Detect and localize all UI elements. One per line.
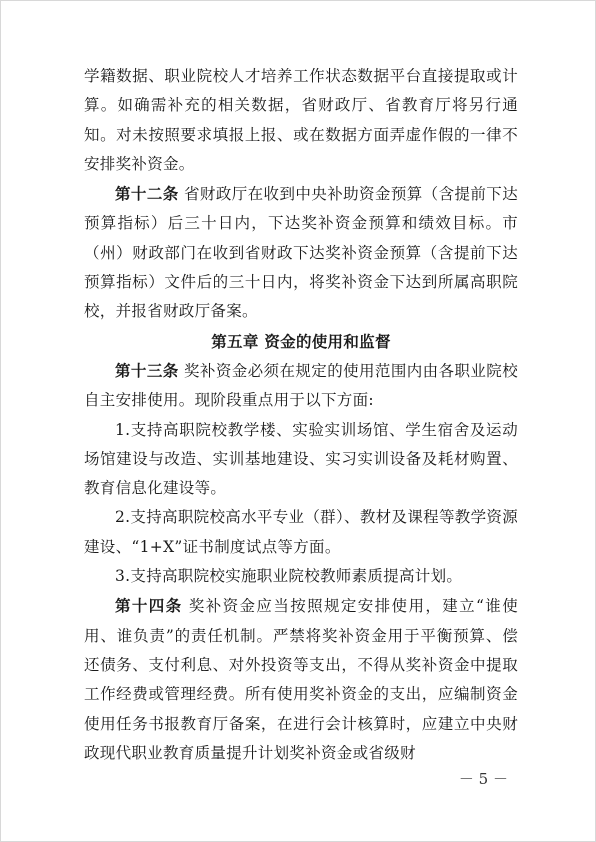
article-13	[84, 356, 518, 416]
article-14-text: 奖补资金应当按照规定安排使用，建立“谁使用、谁负责”的责任机制。严禁将奖补资金用于平衡预算、偿还债务、支付利息、对外投资等支出，不得从奖补资金中提取工作经费或管理经费。所有使用奖补资金的支出，应编制资金使用任务书报教育厅备案，在进行会计核算时，应建立中央财政现代职业教育质量提升计划奖补资金或省级财	[84, 597, 518, 762]
list-item-2: 2.支持高职院校高水平专业（群）、教材及课程等教学资源建设、“1+X”证书制度试点等方面。	[84, 508, 518, 556]
page-number: － 5 －	[458, 770, 508, 788]
article-12-text: 省财政厅在收到中央补助资金预算（含提前下达预算指标）后三十日内，下达奖补资金预算和绩效目标。市（州）财政部门在收到省财政下达奖补资金预算（含提前下达预算指标）文件后的三十日内，将奖补资金下达到所属高职院校，并报省财政厅备案。	[84, 185, 519, 321]
article-13-text: 奖补资金必须在规定的使用范围内由各职业院校自主安排使用。现阶段重点用于以下方面:	[84, 361, 519, 410]
document-body	[84, 62, 518, 768]
article-14-heading: 第十四条	[115, 596, 183, 616]
article-12	[84, 179, 518, 326]
article-13-heading: 第十三条	[115, 360, 179, 380]
list-item-1: 1.支持高职院校教学楼、实验实训场馆、学生宿舍及运动场馆建设与改造、实训基地建设、实习实训设备及耗材购置、教育信息化建设等。	[84, 420, 518, 498]
paragraph-continuation: 学籍数据、职业院校人才培养工作状态数据平台直接提取或计算。如确需补充的相关数据，省财政厅、省教育厅将另行通知。对未按照要求填报上报、或在数据方面弄虚作假的一律不安排奖补资金。	[84, 67, 518, 173]
list-item-3: 3.支持高职院校实施职业院校教师素质提高计划。	[115, 567, 463, 586]
article-12-heading: 第十二条	[115, 184, 179, 204]
chapter-heading: 第五章 资金的使用和监督	[211, 331, 391, 351]
article-14	[84, 591, 518, 768]
